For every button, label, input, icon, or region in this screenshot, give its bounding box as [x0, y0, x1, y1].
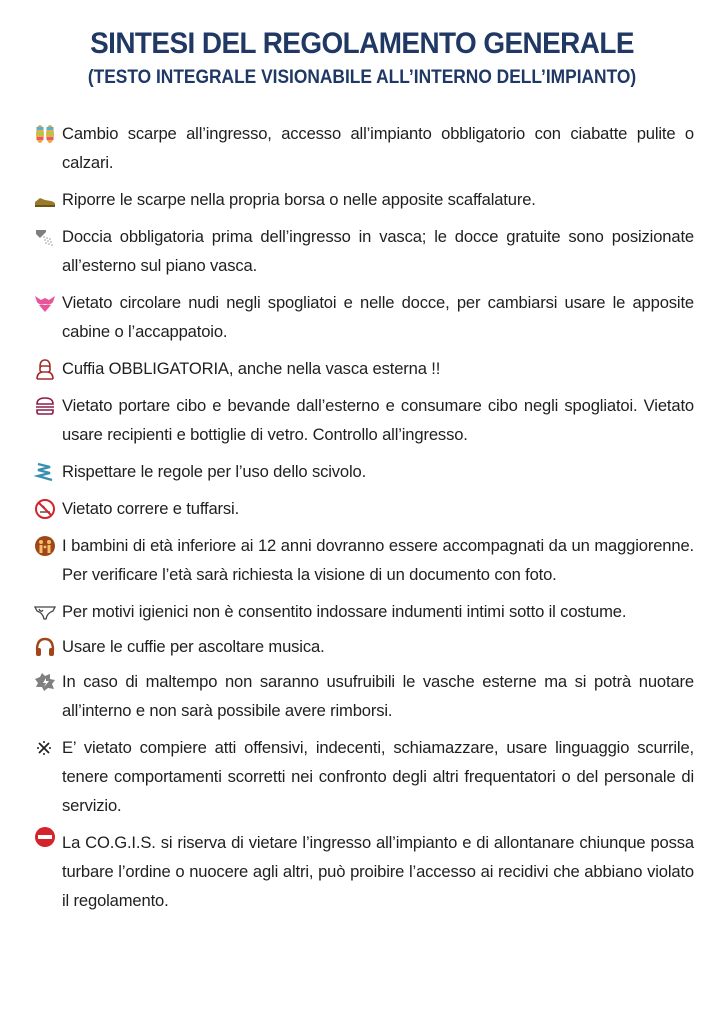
no-diving-icon	[34, 498, 56, 520]
rule-text: E’ vietato compiere atti offensivi, indecenti, schiamazzare, usare linguaggio scurrile, tenere comportamenti scorretti nei confronto degli altri frequentatori o del personale di servizio.	[62, 738, 694, 815]
rule-item	[34, 632, 694, 661]
shower-icon	[34, 226, 56, 248]
rule-text: I bambini di età inferiore ai 12 anni dovranno essere accompagnati da un maggiorenne. Per verificare l’età sarà richiesta la visione di un documento con foto.	[62, 536, 694, 584]
rule-item	[34, 597, 694, 626]
rule-text: Per motivi igienici non è consentito indossare indumenti intimi sotto il costume.	[62, 602, 627, 621]
rule-text: Vietato circolare nudi negli spogliatoi e nelle docce, per cambiarsi usare le apposite cabine o l’accappatoio.	[62, 293, 694, 341]
page-title: SINTESI DEL REGOLAMENTO GENERALE	[90, 27, 634, 60]
rule-text: La CO.G.I.S. si riserva di vietare l’ingresso all’impianto e di allontanare chiunque possa turbare l’ordine o nuocere agli altri, può proibire l’accesso ai recidivi che abbiano violato il regolamento.	[62, 833, 694, 910]
shoe-icon	[34, 189, 56, 211]
burger-icon	[34, 395, 56, 417]
rule-item	[34, 457, 694, 486]
reference-mark-icon	[34, 737, 56, 759]
water-slide-icon	[34, 461, 56, 483]
bikini-icon	[34, 292, 56, 314]
rule-item	[34, 667, 694, 725]
rule-text: Cambio scarpe all’ingresso, accesso all’impianto obbligatorio con ciabatte pulite o calzari.	[62, 124, 694, 172]
rule-item	[34, 288, 694, 346]
no-entry-icon	[34, 826, 56, 848]
rule-item	[34, 119, 694, 177]
rule-text: Vietato portare cibo e bevande dall’esterno e consumare cibo negli spogliatoi. Vietato usare recipienti e bottiglie di vetro. Controllo all’ingresso.	[62, 396, 694, 444]
rule-item	[34, 531, 694, 589]
rule-item	[34, 391, 694, 449]
rule-item	[34, 828, 694, 915]
flip-flops-icon	[34, 123, 56, 145]
rule-item	[34, 494, 694, 523]
rule-text: Doccia obbligatoria prima dell’ingresso in vasca; le docce gratuite sono posizionate all’esterno sul piano vasca.	[62, 227, 694, 275]
rule-text: In caso di maltempo non saranno usufruibili le vasche esterne ma si potrà nuotare all’interno e non sarà possibile avere rimborsi.	[62, 672, 694, 720]
page-subtitle: (TESTO INTEGRALE VISIONABILE ALL’INTERNO DELL’IMPIANTO)	[87, 66, 637, 88]
rule-text: Vietato correre e tuffarsi.	[62, 499, 240, 518]
family-icon	[34, 535, 56, 557]
rule-text: Usare le cuffie per ascoltare musica.	[62, 637, 325, 656]
headphones-icon	[34, 636, 56, 658]
rule-text: Cuffia OBBLIGATORIA, anche nella vasca esterna !!	[62, 359, 441, 378]
rule-item	[34, 185, 694, 214]
underwear-icon	[34, 601, 56, 623]
rule-text: Rispettare le regole per l’uso dello scivolo.	[62, 462, 367, 481]
document-header	[0, 26, 724, 90]
swim-cap-icon	[34, 358, 56, 380]
rule-item	[34, 354, 694, 383]
rule-item	[34, 733, 694, 820]
storm-icon	[34, 671, 56, 693]
rule-item	[34, 222, 694, 280]
rule-text: Riporre le scarpe nella propria borsa o nelle apposite scaffalature.	[62, 190, 536, 209]
rules-list	[34, 119, 694, 915]
